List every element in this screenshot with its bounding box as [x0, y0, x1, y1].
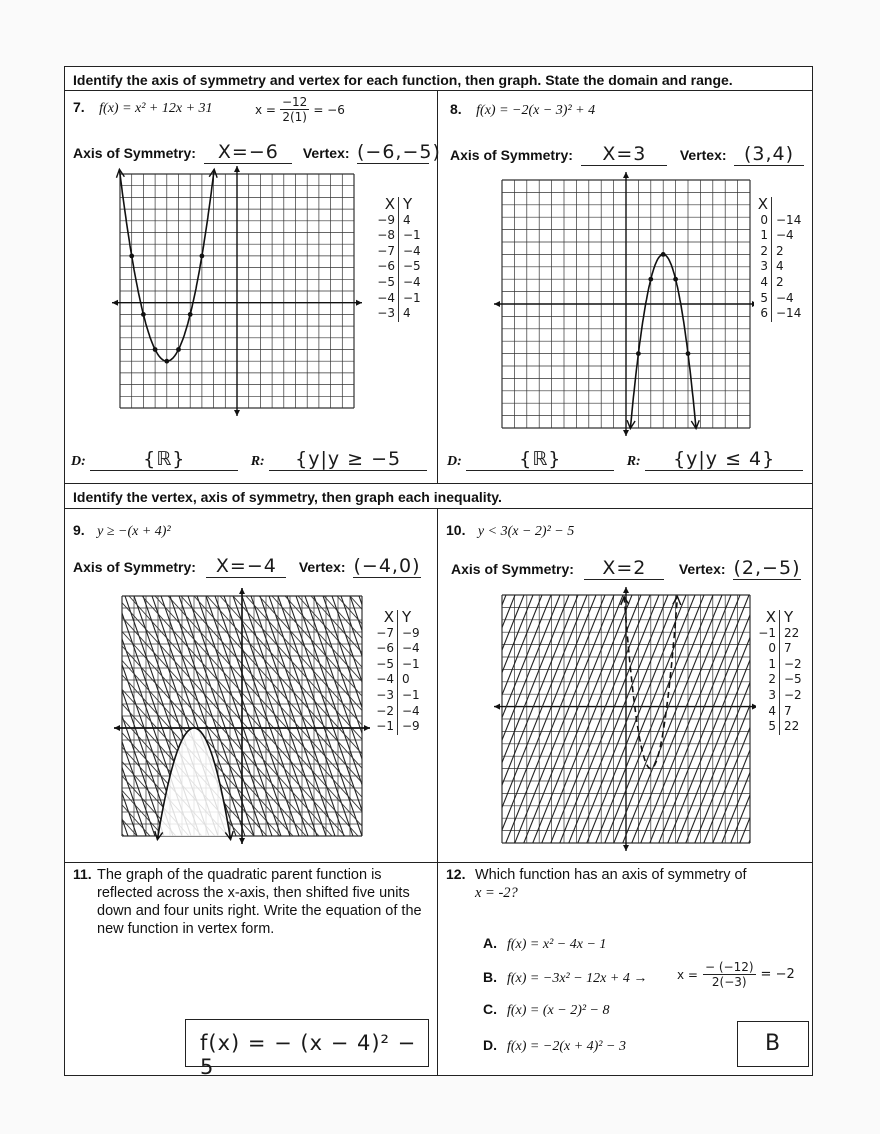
domain-label: D:	[447, 454, 462, 469]
table-row	[746, 228, 800, 244]
table-row	[373, 228, 427, 244]
p7-axis-row	[73, 141, 441, 164]
cell-x: 5	[768, 719, 776, 734]
header-y: Y	[397, 610, 426, 626]
choice-c	[483, 1001, 610, 1019]
table-header	[754, 610, 808, 626]
range-answer: {y|y ≤ 4}	[645, 448, 803, 471]
table-header	[373, 197, 427, 213]
graph-9	[112, 586, 372, 862]
cell-y: −2	[779, 657, 808, 673]
cell-x: −6	[377, 259, 395, 274]
cell-y: −1	[397, 657, 426, 673]
choice-letter: D.	[483, 1037, 497, 1053]
choice-equation: f(x) = x² − 4x − 1	[507, 937, 607, 952]
range-answer: {y|y ≥ −5	[269, 448, 427, 471]
cell-y: 4	[398, 306, 427, 322]
unshaded-region	[157, 728, 230, 862]
plotted-point	[129, 254, 134, 259]
table-row	[754, 688, 808, 704]
plotted-point	[188, 312, 193, 317]
work-lhs: x =	[255, 102, 276, 117]
axis-arrow	[623, 172, 629, 178]
cell-y: −4	[398, 275, 427, 291]
cell-y: −4	[771, 291, 800, 307]
divider	[65, 862, 812, 863]
work-numerator: −12	[281, 95, 308, 109]
axis-arrow	[752, 704, 756, 710]
divider	[65, 508, 812, 509]
work-fraction	[280, 95, 309, 124]
section1-instruction: Identify the axis of symmetry and vertex for each function, then graph. State the domain and range.	[73, 72, 733, 88]
table-row	[746, 259, 800, 275]
cell-y: −5	[398, 259, 427, 275]
header-x: X	[383, 608, 394, 626]
work-denominator: 2(−3)	[711, 975, 747, 989]
cell-y: 7	[779, 641, 808, 657]
axis-label: Axis of Symmetry:	[73, 145, 196, 161]
cell-y: −4	[397, 641, 426, 657]
axis-answer: X=2	[584, 557, 664, 580]
cell-y: −5	[779, 672, 808, 688]
choice-equation: f(x) = (x − 2)² − 8	[507, 1003, 610, 1018]
problem-12-question-cont: x = -2?	[475, 885, 518, 901]
table-row	[372, 719, 426, 735]
axis-arrow	[752, 301, 754, 307]
table-row	[754, 641, 808, 657]
problem-number: 7.	[73, 99, 85, 115]
cell-x: 4	[768, 703, 776, 718]
axis-answer: X=−4	[206, 555, 286, 578]
cell-x: 3	[768, 687, 776, 702]
plotted-point	[686, 351, 691, 356]
domain-answer: {ℝ}	[90, 448, 238, 471]
table-header	[746, 197, 800, 213]
vertex-answer: (2,−5)	[733, 557, 801, 579]
cell-y: −4	[771, 228, 800, 244]
axis-arrow	[234, 410, 240, 416]
cell-x: 1	[768, 656, 776, 671]
axis-arrow	[494, 301, 500, 307]
vertex-answer: (−4,0)	[353, 555, 421, 577]
range-label: R:	[626, 454, 641, 469]
table-row	[372, 704, 426, 720]
p9-axis-row	[73, 555, 421, 578]
cell-x: 5	[760, 290, 768, 305]
cell-y: 7	[779, 704, 808, 720]
table-7	[373, 197, 427, 322]
answer-box	[185, 1019, 429, 1079]
graph-7	[108, 166, 368, 442]
axis-arrow	[623, 430, 629, 436]
table-row	[746, 291, 800, 307]
hatch-line	[363, 596, 372, 836]
work-numerator: − (−12)	[704, 960, 754, 974]
cell-x: 0	[768, 641, 776, 656]
table-9	[372, 610, 426, 735]
vertex-label: Vertex:	[678, 561, 726, 577]
cell-x: −5	[376, 656, 394, 671]
p12-work	[677, 960, 795, 989]
plotted-point	[636, 351, 641, 356]
cell-x: 4	[760, 274, 768, 289]
equation: f(x) = x² + 12x + 31	[99, 101, 213, 116]
plotted-point	[200, 254, 205, 259]
cell-y: 22	[779, 719, 808, 735]
answer-12: B	[764, 1031, 782, 1056]
cell-x: −1	[376, 719, 394, 734]
hatch-line	[368, 596, 372, 836]
plotted-point	[164, 359, 169, 364]
table-rows	[746, 213, 800, 322]
axis-arrow	[623, 845, 629, 851]
cell-y: −1	[398, 291, 427, 307]
work-rhs: = −6	[313, 102, 345, 117]
cell-y: −4	[398, 244, 427, 260]
problem-number: 10.	[446, 522, 466, 538]
problem-11-text: The graph of the quadratic parent function is reflected across the x-axis, then shifted five units down and four units right. Write the equation of the new function in vertex form.	[97, 867, 422, 937]
cell-x: −2	[376, 703, 394, 718]
table-rows	[372, 626, 426, 735]
table-row	[754, 626, 808, 642]
answer-box	[737, 1021, 809, 1067]
cell-x: −3	[377, 306, 395, 321]
choice-equation: f(x) = −3x² − 12x + 4 →	[507, 971, 648, 986]
table-row	[746, 306, 800, 322]
cell-y: −9	[397, 626, 426, 642]
cell-y: −1	[398, 228, 427, 244]
vertex-label: Vertex:	[298, 559, 346, 575]
work-lhs: x =	[677, 967, 698, 982]
table-row	[372, 688, 426, 704]
p7-domain-range	[71, 448, 427, 471]
problem-12-question: Which function has an axis of symmetry of	[475, 867, 747, 883]
table-row	[372, 626, 426, 642]
work-denominator: 2(1)	[282, 110, 307, 124]
problem-9	[73, 522, 171, 540]
cell-y: −14	[771, 213, 800, 229]
axis-label: Axis of Symmetry:	[451, 561, 574, 577]
problem-number: 11.	[73, 866, 92, 882]
cell-y: 2	[771, 275, 800, 291]
table-row	[373, 291, 427, 307]
axis-arrow	[112, 300, 118, 306]
choice-d	[483, 1037, 626, 1055]
range-label: R:	[250, 454, 265, 469]
table-row	[746, 244, 800, 260]
cell-x: −7	[376, 625, 394, 640]
p7-work	[255, 95, 345, 124]
table-row	[372, 657, 426, 673]
choice-letter: A.	[483, 935, 497, 951]
plotted-point	[648, 277, 653, 282]
choice-equation: f(x) = −2(x + 4)² − 3	[507, 1039, 626, 1054]
table-row	[746, 213, 800, 229]
problem-10	[446, 522, 574, 540]
axis-arrow	[234, 166, 240, 172]
problem-7	[73, 99, 213, 117]
choice-letter: C.	[483, 1001, 497, 1017]
cell-y: 22	[779, 626, 808, 642]
table-row	[373, 244, 427, 260]
cell-y: 0	[397, 672, 426, 688]
vertex-answer: (3,4)	[734, 143, 804, 166]
problem-8	[450, 101, 595, 119]
problem-number: 12.	[446, 866, 466, 882]
graph-10	[492, 583, 756, 859]
vertex-label: Vertex:	[302, 145, 350, 161]
header-y: Y	[779, 610, 808, 626]
table-row	[373, 306, 427, 322]
divider	[65, 90, 812, 91]
table-row	[372, 672, 426, 688]
inequality: y ≥ −(x + 4)²	[97, 524, 171, 539]
problem-number: 8.	[450, 101, 462, 117]
cell-y: −2	[779, 688, 808, 704]
table-row	[372, 641, 426, 657]
header-y: Y	[398, 197, 427, 213]
p8-axis-row	[450, 143, 804, 166]
cell-y: −1	[397, 688, 426, 704]
axis-answer: X=3	[581, 143, 667, 166]
cell-x: −9	[377, 212, 395, 227]
cell-x: −1	[758, 625, 776, 640]
table-10	[754, 610, 808, 735]
header-y	[771, 197, 800, 213]
header-x: X	[384, 195, 395, 213]
cell-y: −4	[397, 704, 426, 720]
hatch-line	[492, 595, 497, 843]
cell-x: −8	[377, 228, 395, 243]
plotted-point	[153, 347, 158, 352]
cell-y: 4	[771, 259, 800, 275]
cell-x: 0	[760, 212, 768, 227]
plotted-point	[176, 347, 181, 352]
axis-label: Axis of Symmetry:	[73, 559, 196, 575]
choice-b	[483, 969, 647, 987]
table-row	[754, 657, 808, 673]
graph-8	[490, 166, 754, 446]
cell-y: −9	[397, 719, 426, 735]
divider	[437, 508, 438, 1075]
axis-answer: X=−6	[204, 141, 292, 164]
table-rows	[373, 213, 427, 322]
inequality: y < 3(x − 2)² − 5	[477, 524, 575, 539]
work-fraction	[703, 960, 756, 989]
table-row	[754, 704, 808, 720]
cell-x: −7	[377, 243, 395, 258]
table-row	[373, 213, 427, 229]
cell-x: 3	[760, 259, 768, 274]
table-8	[746, 197, 800, 322]
choice-letter: B.	[483, 969, 497, 985]
cell-x: −3	[376, 687, 394, 702]
cell-x: −6	[376, 641, 394, 656]
cell-y: 2	[771, 244, 800, 260]
cell-y: 4	[398, 213, 427, 229]
problem-number: 9.	[73, 522, 85, 538]
cell-x: 2	[768, 672, 776, 687]
axis-arrow	[494, 704, 500, 710]
section2-instruction: Identify the vertex, axis of symmetry, then graph each inequality.	[73, 489, 502, 505]
plotted-point	[141, 312, 146, 317]
choice-a	[483, 935, 606, 953]
equation: f(x) = −2(x − 3)² + 4	[476, 103, 596, 118]
domain-label: D:	[71, 454, 86, 469]
table-row	[754, 719, 808, 735]
cell-x: 6	[760, 306, 768, 321]
cell-x: −4	[376, 672, 394, 687]
cell-x: −5	[377, 274, 395, 289]
table-row	[373, 259, 427, 275]
cell-x: 1	[760, 228, 768, 243]
domain-answer: {ℝ}	[466, 448, 614, 471]
axis-arrow	[623, 587, 629, 593]
table-rows	[754, 626, 808, 735]
table-row	[373, 275, 427, 291]
cell-x: 2	[760, 243, 768, 258]
hatch-line	[112, 596, 119, 836]
p8-domain-range	[447, 448, 803, 471]
cell-y: −14	[771, 306, 800, 322]
plotted-point	[661, 252, 666, 257]
table-row	[754, 672, 808, 688]
p10-axis-row	[451, 557, 801, 580]
header-x: X	[757, 195, 768, 213]
work-rhs: = −2	[760, 967, 795, 982]
vertex-label: Vertex:	[679, 147, 727, 163]
plotted-point	[673, 277, 678, 282]
table-row	[746, 275, 800, 291]
cell-x: −4	[377, 290, 395, 305]
table-header	[372, 610, 426, 626]
axis-arrow	[356, 300, 362, 306]
vertex-answer: (−6,−5)	[357, 141, 441, 163]
axis-label: Axis of Symmetry:	[450, 147, 573, 163]
divider	[65, 483, 812, 484]
header-x: X	[765, 608, 776, 626]
answer-11: f(x) = − (x − 4)² − 5	[200, 1031, 417, 1079]
